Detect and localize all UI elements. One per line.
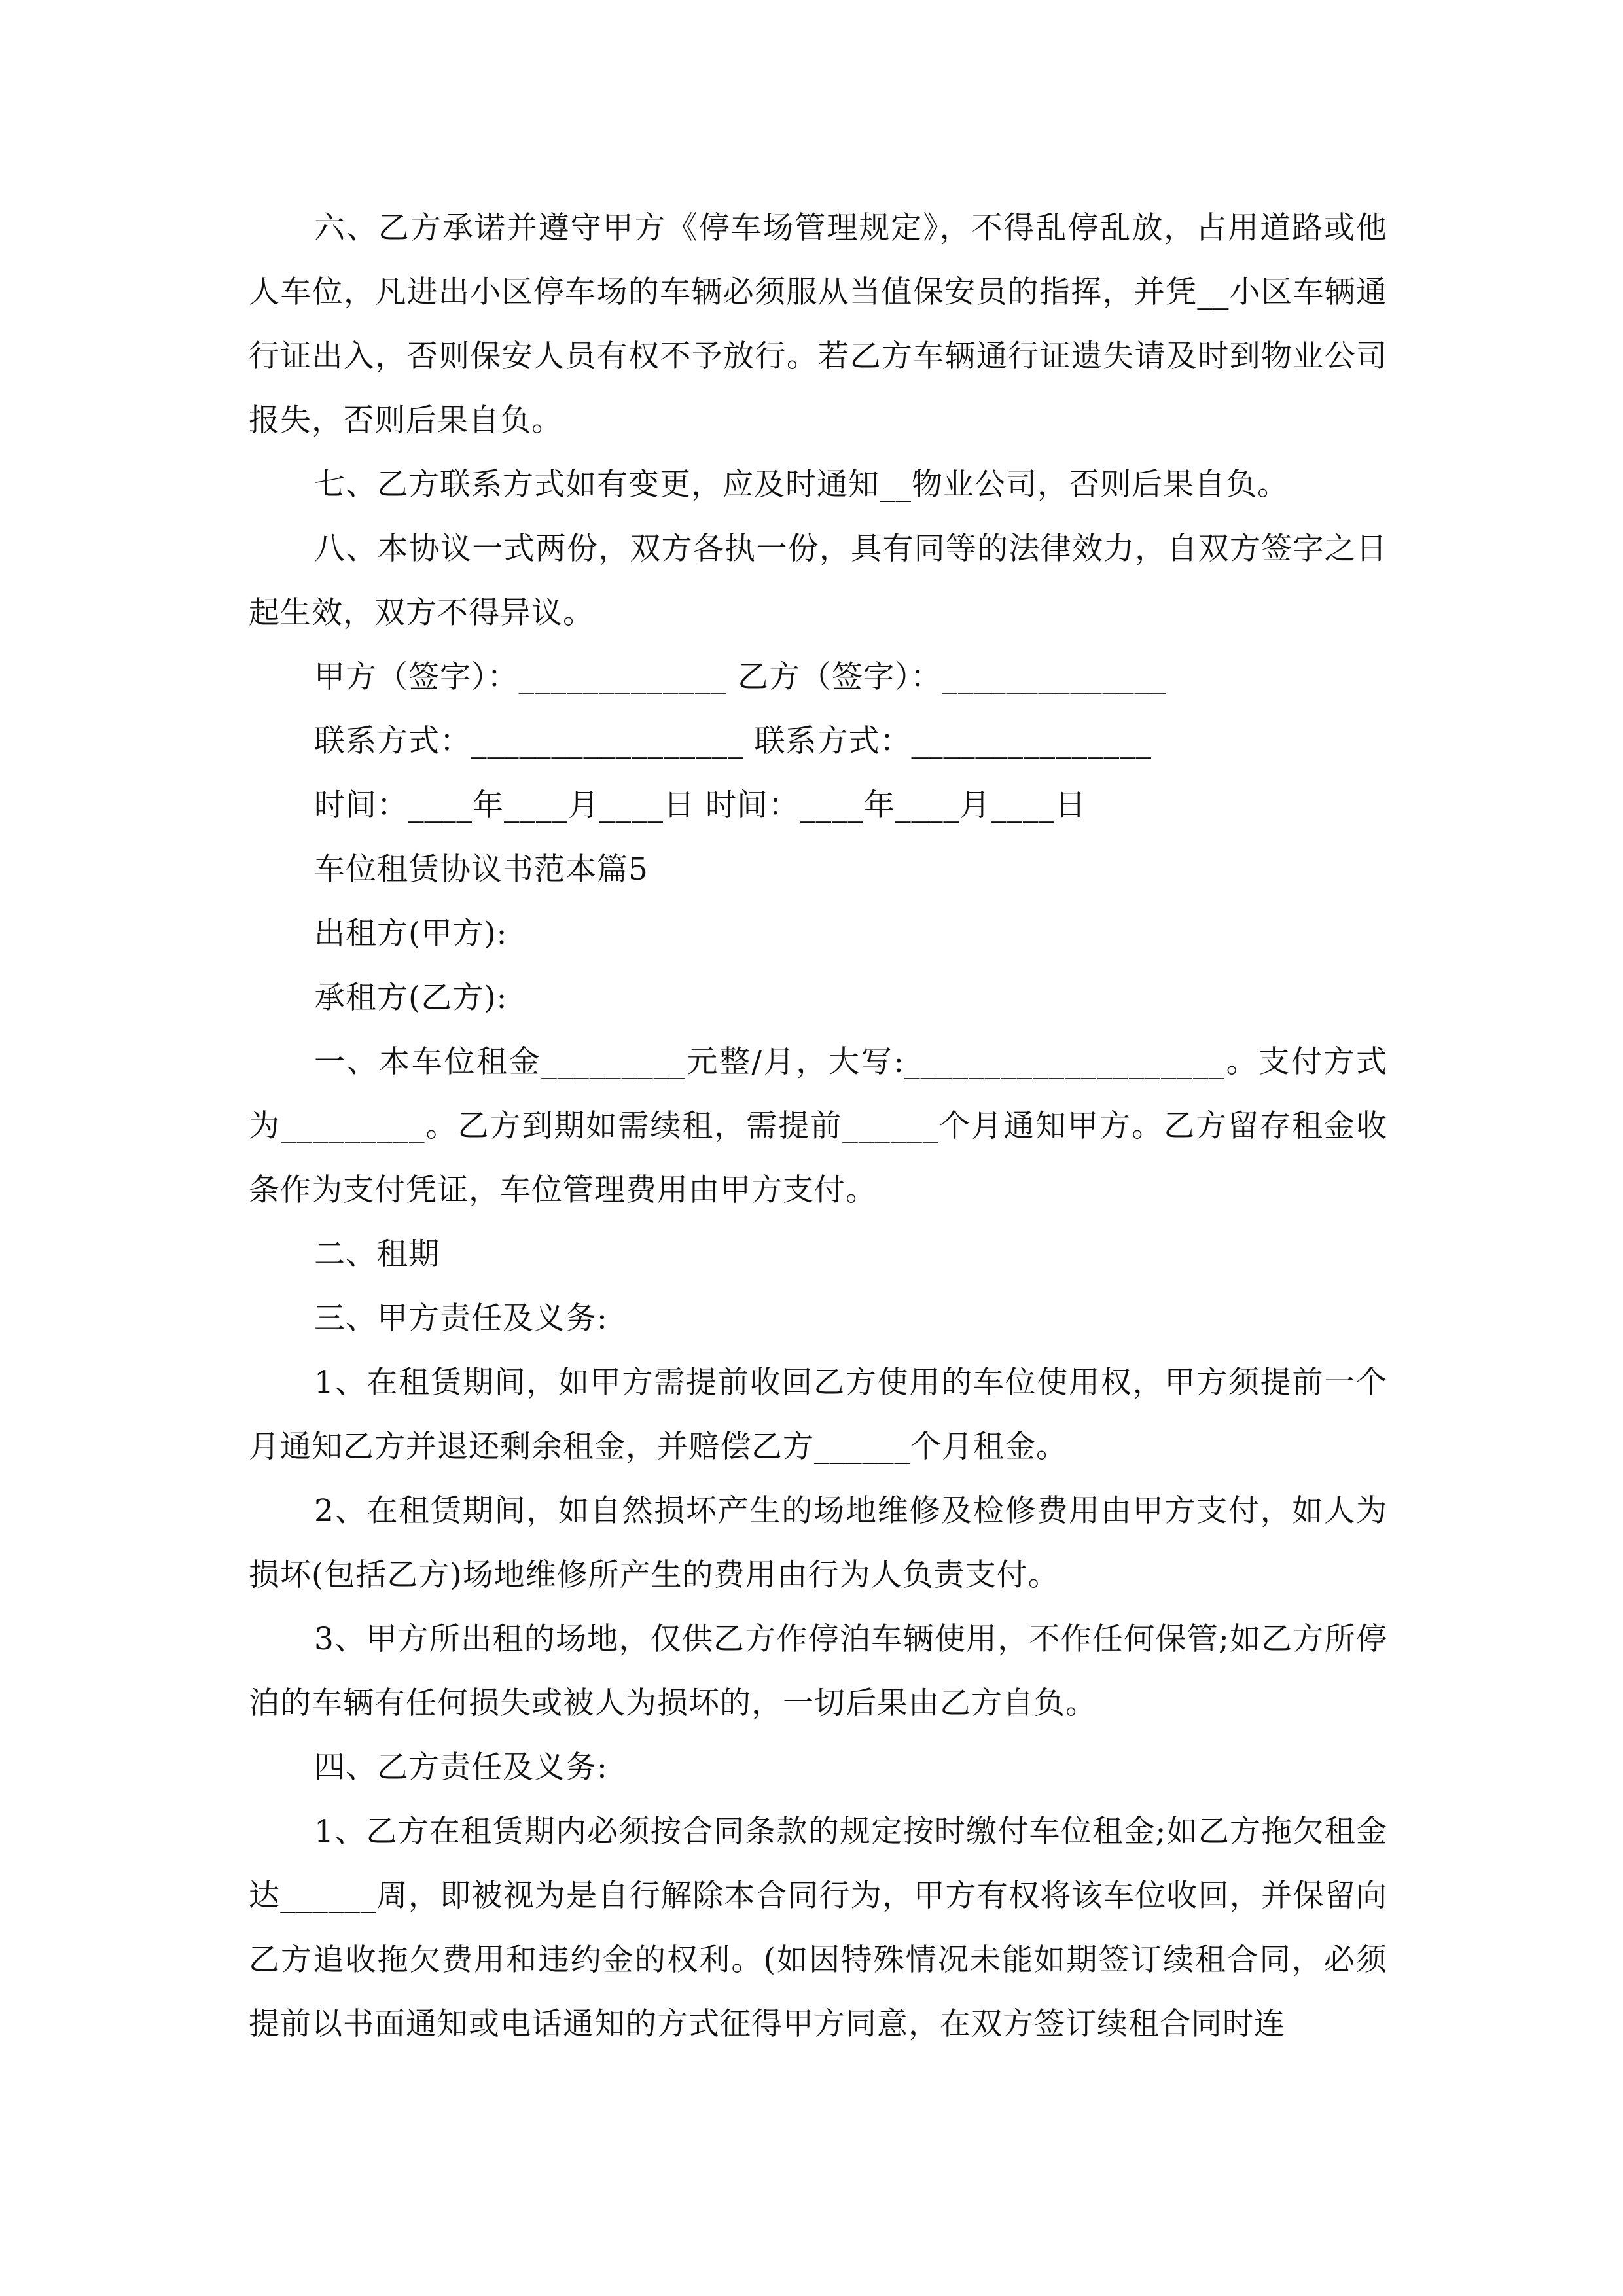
- signature-line: 甲方（签字）：_____________ 乙方（签字）：______________: [314, 659, 1167, 695]
- lessor-duties-heading: 三、甲方责任及义务:: [314, 1300, 608, 1336]
- lessee-duty-1: 1、乙方在租赁期内必须按合同条款的规定按时缴付车位租金;如乙方拖欠租金达______周，即被视为是自行解除本合同行为，甲方有权将该车位收回，并保留向乙方追收拖欠费用和违约金的权利。(如因特殊情况未能如期签订续租合同，必须提前以书面通知或电话通知的方式征得甲方同意，在双方签订续租合同时连: [249, 1814, 1387, 2042]
- lessor-label: 出租方(甲方):: [314, 916, 508, 952]
- lessor-duty-3: 3、甲方所出租的场地，仅供乙方作停泊车辆使用，不作任何保管;如乙方所停泊的车辆有任何损失或被人为损坏的，一切后果由乙方自负。: [249, 1621, 1387, 1721]
- section-title: 车位租赁协议书范本篇5: [314, 852, 649, 888]
- lessee-duties-heading: 四、乙方责任及义务:: [314, 1749, 608, 1785]
- rent-clause: 一、本车位租金_________元整/月，大写:____________________。支付方式为_________。乙方到期如需续租，需提前______个月通知甲方。乙方留存租金收条作为支付凭证，车位管理费用由甲方支付。: [249, 1044, 1387, 1208]
- lessor-duty-1: 1、在租赁期间，如甲方需提前收回乙方使用的车位使用权，甲方须提前一个月通知乙方并退还剩余租金，并赔偿乙方______个月租金。: [249, 1365, 1387, 1465]
- contact-line: 联系方式：_________________ 联系方式：_______________: [314, 723, 1152, 759]
- lessor-duty-2: 2、在租赁期间，如自然损坏产生的场地维修及检修费用由甲方支付，如人为损坏(包括乙方)场地维修所产生的费用由行为人负责支付。: [249, 1493, 1387, 1593]
- clause-seven: 七、乙方联系方式如有变更，应及时通知__物业公司，否则后果自负。: [314, 467, 1289, 503]
- clause-eight: 八、本协议一式两份，双方各执一份，具有同等的法律效力，自双方签字之日起生效，双方不得异议。: [249, 531, 1387, 631]
- lessee-label: 承租方(乙方):: [314, 980, 508, 1016]
- lease-term-heading: 二、租期: [314, 1236, 440, 1272]
- document-body: [249, 196, 1387, 2056]
- clause-six: 六、乙方承诺并遵守甲方《停车场管理规定》，不得乱停乱放，占用道路或他人车位，凡进出小区停车场的车辆必须服从当值保安员的指挥，并凭__小区车辆通行证出入，否则保安人员有权不予放行。若乙方车辆通行证遗失请及时到物业公司报失，否则后果自负。: [249, 210, 1387, 439]
- date-line: 时间：____年____月____日 时间：____年____月____日: [314, 787, 1086, 823]
